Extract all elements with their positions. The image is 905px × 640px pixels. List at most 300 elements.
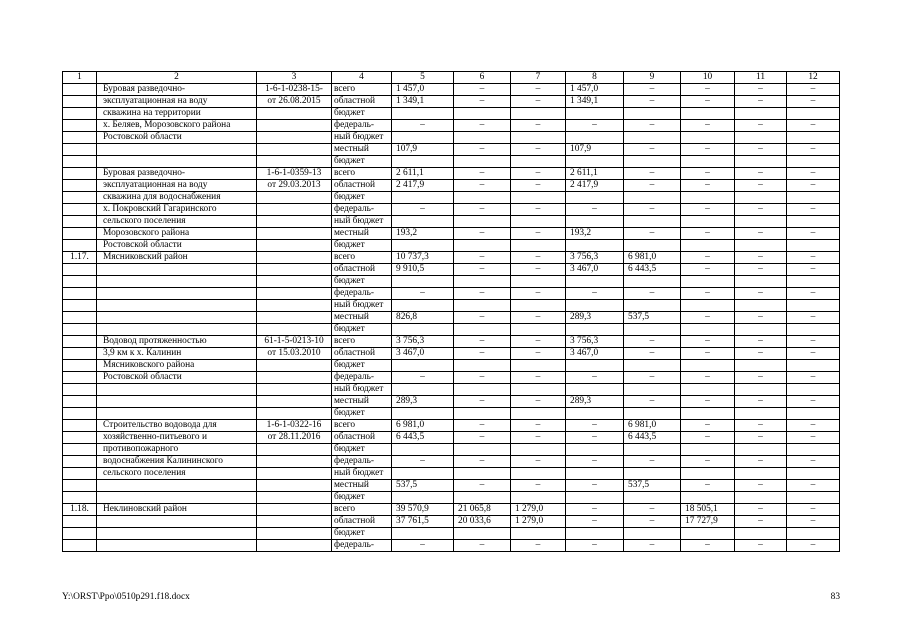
table-cell: 289,3 — [392, 396, 454, 408]
table-cell: – — [735, 456, 787, 468]
table-cell: – — [624, 228, 681, 240]
table-cell — [511, 408, 566, 420]
table-row — [63, 288, 840, 300]
table-cell: от 15.03.2010 — [257, 348, 332, 360]
table-cell — [787, 384, 840, 396]
table-row — [63, 324, 840, 336]
table-cell — [257, 204, 332, 216]
table-cell: от 26.08.2015 — [257, 96, 332, 108]
table-cell — [566, 132, 624, 144]
column-header: 5 — [392, 72, 454, 84]
table-cell — [681, 240, 735, 252]
table-cell — [63, 384, 97, 396]
table-cell — [511, 384, 566, 396]
table-cell — [511, 324, 566, 336]
table-cell: – — [681, 540, 735, 552]
table-cell: 6 981,0 — [392, 420, 454, 432]
table-cell — [624, 528, 681, 540]
table-cell — [392, 132, 454, 144]
table-cell: – — [787, 120, 840, 132]
table-cell — [735, 444, 787, 456]
table-cell: бюджет — [332, 408, 392, 420]
table-cell — [63, 336, 97, 348]
table-cell: – — [735, 348, 787, 360]
table-cell: – — [454, 372, 511, 384]
table-cell — [257, 516, 332, 528]
table-cell: 1 457,0 — [392, 84, 454, 96]
table-cell: – — [624, 372, 681, 384]
table-cell: бюджет — [332, 192, 392, 204]
table-cell: 1 349,1 — [392, 96, 454, 108]
table-cell — [624, 276, 681, 288]
table-cell — [257, 192, 332, 204]
table-cell — [787, 408, 840, 420]
table-cell — [454, 528, 511, 540]
table-cell: областной — [332, 348, 392, 360]
table-cell: – — [566, 432, 624, 444]
table-cell: – — [392, 204, 454, 216]
table-cell — [511, 240, 566, 252]
table-cell: всего — [332, 168, 392, 180]
table-cell: 18 505,1 — [681, 504, 735, 516]
table-cell — [257, 528, 332, 540]
table-cell: 826,8 — [392, 312, 454, 324]
table-cell — [787, 492, 840, 504]
table-cell: 1.18. — [63, 504, 97, 516]
table-cell — [787, 468, 840, 480]
table-cell: – — [624, 96, 681, 108]
table-row — [63, 396, 840, 408]
table-cell: – — [454, 120, 511, 132]
table-cell — [257, 120, 332, 132]
table-row — [63, 132, 840, 144]
table-cell — [97, 540, 257, 552]
table-cell — [787, 156, 840, 168]
table-cell: – — [454, 180, 511, 192]
table-cell: – — [624, 396, 681, 408]
table-row — [63, 264, 840, 276]
table-cell: 1 279,0 — [511, 516, 566, 528]
table-cell: 537,5 — [624, 480, 681, 492]
table-cell — [63, 132, 97, 144]
table-cell — [624, 108, 681, 120]
table-cell — [681, 324, 735, 336]
table-cell: 537,5 — [392, 480, 454, 492]
table-cell: – — [511, 228, 566, 240]
table-cell: – — [454, 288, 511, 300]
table-cell: – — [681, 312, 735, 324]
table-cell — [392, 468, 454, 480]
table-cell — [392, 492, 454, 504]
table-cell: сельского поселения — [97, 216, 257, 228]
table-row — [63, 456, 840, 468]
table-cell: 3 756,3 — [566, 336, 624, 348]
table-cell: – — [392, 456, 454, 468]
table-cell: – — [566, 420, 624, 432]
table-cell: 1.17. — [63, 252, 97, 264]
table-cell — [63, 456, 97, 468]
table-cell — [392, 192, 454, 204]
table-cell: 6 981,0 — [624, 420, 681, 432]
table-row — [63, 192, 840, 204]
table-cell — [257, 144, 332, 156]
table-cell — [97, 276, 257, 288]
table-cell — [97, 312, 257, 324]
table-cell: – — [511, 180, 566, 192]
table-cell: 193,2 — [392, 228, 454, 240]
table-cell — [63, 300, 97, 312]
table-cell — [63, 468, 97, 480]
table-cell: хозяйственно-питьевого и — [97, 432, 257, 444]
table-cell: – — [511, 312, 566, 324]
table-cell — [63, 324, 97, 336]
table-cell — [392, 528, 454, 540]
table-cell — [97, 408, 257, 420]
table-cell — [454, 468, 511, 480]
table-cell: областной — [332, 180, 392, 192]
table-cell — [392, 360, 454, 372]
table-cell — [63, 228, 97, 240]
table-row — [63, 372, 840, 384]
table-cell — [97, 156, 257, 168]
table-cell — [257, 384, 332, 396]
table-row — [63, 180, 840, 192]
table-cell — [787, 108, 840, 120]
table-cell: 3 756,3 — [566, 252, 624, 264]
table-cell: – — [454, 84, 511, 96]
table-cell: – — [735, 372, 787, 384]
table-cell — [735, 240, 787, 252]
table-cell: – — [624, 336, 681, 348]
table-cell — [511, 528, 566, 540]
table-cell: Ростовской области — [97, 372, 257, 384]
table-cell: 21 065,8 — [454, 504, 511, 516]
table-cell: – — [624, 288, 681, 300]
table-cell — [454, 360, 511, 372]
table-cell: – — [787, 540, 840, 552]
table-cell — [454, 240, 511, 252]
table-cell: – — [681, 168, 735, 180]
table-cell — [624, 132, 681, 144]
table-cell — [257, 480, 332, 492]
table-cell: областной — [332, 264, 392, 276]
table-row — [63, 96, 840, 108]
table-cell: Мясниковский район — [97, 252, 257, 264]
table-cell — [392, 156, 454, 168]
table-cell — [681, 468, 735, 480]
table-cell: – — [735, 204, 787, 216]
table-cell — [257, 228, 332, 240]
table-cell: – — [787, 264, 840, 276]
table-cell: – — [735, 420, 787, 432]
table-cell: 20 033,6 — [454, 516, 511, 528]
table-cell — [63, 276, 97, 288]
table-cell — [454, 324, 511, 336]
table-cell: всего — [332, 252, 392, 264]
table-cell — [257, 372, 332, 384]
table-cell — [97, 396, 257, 408]
table-cell — [257, 276, 332, 288]
table-cell: – — [787, 228, 840, 240]
table-cell — [392, 216, 454, 228]
table-cell — [454, 216, 511, 228]
table-cell: водоснабжения Калининского — [97, 456, 257, 468]
table-cell — [735, 492, 787, 504]
table-cell — [511, 444, 566, 456]
table-cell — [511, 108, 566, 120]
table-cell: – — [624, 144, 681, 156]
table-cell — [257, 408, 332, 420]
table-cell: 61-1-5-0213-10 — [257, 336, 332, 348]
table-cell: Ростовской области — [97, 240, 257, 252]
table-row — [63, 528, 840, 540]
table-cell — [566, 240, 624, 252]
table-cell — [257, 456, 332, 468]
table-row — [63, 516, 840, 528]
table-cell: – — [454, 228, 511, 240]
table-cell: – — [681, 264, 735, 276]
table-cell: 1 349,1 — [566, 96, 624, 108]
table-cell: от 29.03.2013 — [257, 180, 332, 192]
table-cell: – — [392, 540, 454, 552]
table-cell: – — [787, 372, 840, 384]
table-cell — [681, 108, 735, 120]
table-cell: – — [681, 288, 735, 300]
table-cell: – — [511, 168, 566, 180]
table-cell — [63, 168, 97, 180]
table-cell: – — [511, 432, 566, 444]
budget-table — [62, 71, 840, 552]
table-cell: – — [624, 456, 681, 468]
table-cell: – — [511, 288, 566, 300]
table-cell: скважина для водоснабжения — [97, 192, 257, 204]
table-cell — [454, 384, 511, 396]
table-cell — [454, 132, 511, 144]
table-cell — [63, 312, 97, 324]
table-cell — [454, 492, 511, 504]
table-cell: – — [681, 84, 735, 96]
table-row — [63, 276, 840, 288]
table-cell: 193,2 — [566, 228, 624, 240]
table-row — [63, 228, 840, 240]
table-cell — [735, 132, 787, 144]
table-cell — [392, 108, 454, 120]
table-cell — [735, 324, 787, 336]
table-cell — [787, 444, 840, 456]
table-cell — [787, 324, 840, 336]
table-cell: бюджет — [332, 324, 392, 336]
table-cell: – — [511, 420, 566, 432]
column-header: 6 — [454, 72, 511, 84]
table-cell: 3 467,0 — [566, 348, 624, 360]
table-cell: – — [735, 432, 787, 444]
table-cell: – — [681, 372, 735, 384]
table-cell — [257, 324, 332, 336]
table-cell: – — [624, 120, 681, 132]
table-cell: – — [511, 396, 566, 408]
table-cell — [787, 192, 840, 204]
table-cell: местный — [332, 144, 392, 156]
table-cell — [566, 324, 624, 336]
table-cell — [787, 276, 840, 288]
table-cell — [681, 528, 735, 540]
table-cell — [511, 156, 566, 168]
table-cell — [566, 408, 624, 420]
table-cell — [392, 408, 454, 420]
table-cell: противопожарного — [97, 444, 257, 456]
table-cell: Буровая разведочно- — [97, 84, 257, 96]
table-cell — [63, 348, 97, 360]
table-cell: – — [787, 180, 840, 192]
table-cell — [257, 444, 332, 456]
table-cell: – — [566, 456, 624, 468]
table-cell — [257, 132, 332, 144]
column-header: 3 — [257, 72, 332, 84]
table-cell — [787, 300, 840, 312]
table-cell — [566, 444, 624, 456]
table-cell: – — [511, 84, 566, 96]
table-cell — [97, 300, 257, 312]
table-cell: – — [681, 144, 735, 156]
table-cell: местный — [332, 396, 392, 408]
table-cell: – — [511, 336, 566, 348]
table-cell: – — [454, 336, 511, 348]
table-cell: 1-6-1-0238-15- — [257, 84, 332, 96]
table-cell — [566, 528, 624, 540]
table-cell — [63, 432, 97, 444]
table-cell — [257, 108, 332, 120]
table-cell — [257, 360, 332, 372]
table-cell — [63, 540, 97, 552]
table-cell: эксплуатационная на воду — [97, 96, 257, 108]
table-cell — [681, 444, 735, 456]
table-cell: областной — [332, 96, 392, 108]
table-cell: – — [454, 264, 511, 276]
column-header: 1 — [63, 72, 97, 84]
table-cell — [511, 468, 566, 480]
table-cell: 37 761,5 — [392, 516, 454, 528]
table-cell: – — [624, 516, 681, 528]
table-cell: – — [787, 396, 840, 408]
table-cell — [681, 360, 735, 372]
table-cell: федераль- — [332, 288, 392, 300]
table-cell — [97, 144, 257, 156]
table-cell — [63, 144, 97, 156]
table-cell: – — [454, 312, 511, 324]
table-cell — [63, 216, 97, 228]
table-cell: – — [735, 480, 787, 492]
table-cell: 2 611,1 — [392, 168, 454, 180]
table-cell: 3 467,0 — [566, 264, 624, 276]
table-cell: 39 570,9 — [392, 504, 454, 516]
table-cell: 3 467,0 — [392, 348, 454, 360]
table-cell — [454, 276, 511, 288]
table-cell: 1-6-1-0359-13 — [257, 168, 332, 180]
table-cell: – — [681, 420, 735, 432]
table-cell: – — [787, 168, 840, 180]
table-cell: – — [787, 516, 840, 528]
table-cell — [624, 324, 681, 336]
table-cell: федераль- — [332, 372, 392, 384]
table-cell: ный бюджет — [332, 132, 392, 144]
table-cell — [624, 360, 681, 372]
table-cell — [681, 276, 735, 288]
table-cell — [566, 492, 624, 504]
table-cell: – — [735, 252, 787, 264]
table-cell: областной — [332, 432, 392, 444]
table-cell: – — [454, 348, 511, 360]
table-cell: – — [787, 504, 840, 516]
table-cell: х. Беляев, Морозовского района — [97, 120, 257, 132]
table-cell: – — [624, 504, 681, 516]
table-row — [63, 108, 840, 120]
table-cell: Неклиновский район — [97, 504, 257, 516]
table-cell — [392, 384, 454, 396]
table-cell: – — [511, 456, 566, 468]
table-cell — [735, 408, 787, 420]
table-cell: – — [787, 144, 840, 156]
table-cell: – — [566, 516, 624, 528]
table-cell — [454, 408, 511, 420]
table-cell — [454, 444, 511, 456]
table-cell: – — [681, 456, 735, 468]
table-cell: бюджет — [332, 444, 392, 456]
table-cell — [624, 384, 681, 396]
table-cell: – — [624, 180, 681, 192]
column-header: 7 — [511, 72, 566, 84]
table-cell: 107,9 — [392, 144, 454, 156]
table-row — [63, 360, 840, 372]
table-cell: – — [511, 348, 566, 360]
table-cell: 1 279,0 — [511, 504, 566, 516]
table-cell — [257, 240, 332, 252]
table-cell — [624, 444, 681, 456]
table-row — [63, 348, 840, 360]
table-cell — [63, 204, 97, 216]
table-cell — [787, 216, 840, 228]
table-cell — [681, 384, 735, 396]
table-row — [63, 252, 840, 264]
table-cell: – — [624, 84, 681, 96]
table-cell — [97, 324, 257, 336]
table-row — [63, 216, 840, 228]
column-header: 9 — [624, 72, 681, 84]
column-header: 11 — [735, 72, 787, 84]
table-cell — [392, 276, 454, 288]
table-cell — [511, 300, 566, 312]
table-cell: 107,9 — [566, 144, 624, 156]
table-cell: эксплуатационная на воду — [97, 180, 257, 192]
table-cell — [257, 504, 332, 516]
table-cell: – — [681, 252, 735, 264]
table-cell: – — [735, 84, 787, 96]
table-cell: – — [735, 228, 787, 240]
table-cell: – — [735, 516, 787, 528]
table-cell — [257, 300, 332, 312]
table-cell: 289,3 — [566, 312, 624, 324]
table-cell: – — [454, 252, 511, 264]
table-cell — [624, 240, 681, 252]
table-row — [63, 120, 840, 132]
table-cell — [454, 300, 511, 312]
table-cell: бюджет — [332, 528, 392, 540]
table-cell — [787, 132, 840, 144]
table-cell: – — [566, 372, 624, 384]
table-cell — [735, 216, 787, 228]
table-cell: местный — [332, 228, 392, 240]
table-cell: всего — [332, 420, 392, 432]
table-cell: – — [787, 288, 840, 300]
